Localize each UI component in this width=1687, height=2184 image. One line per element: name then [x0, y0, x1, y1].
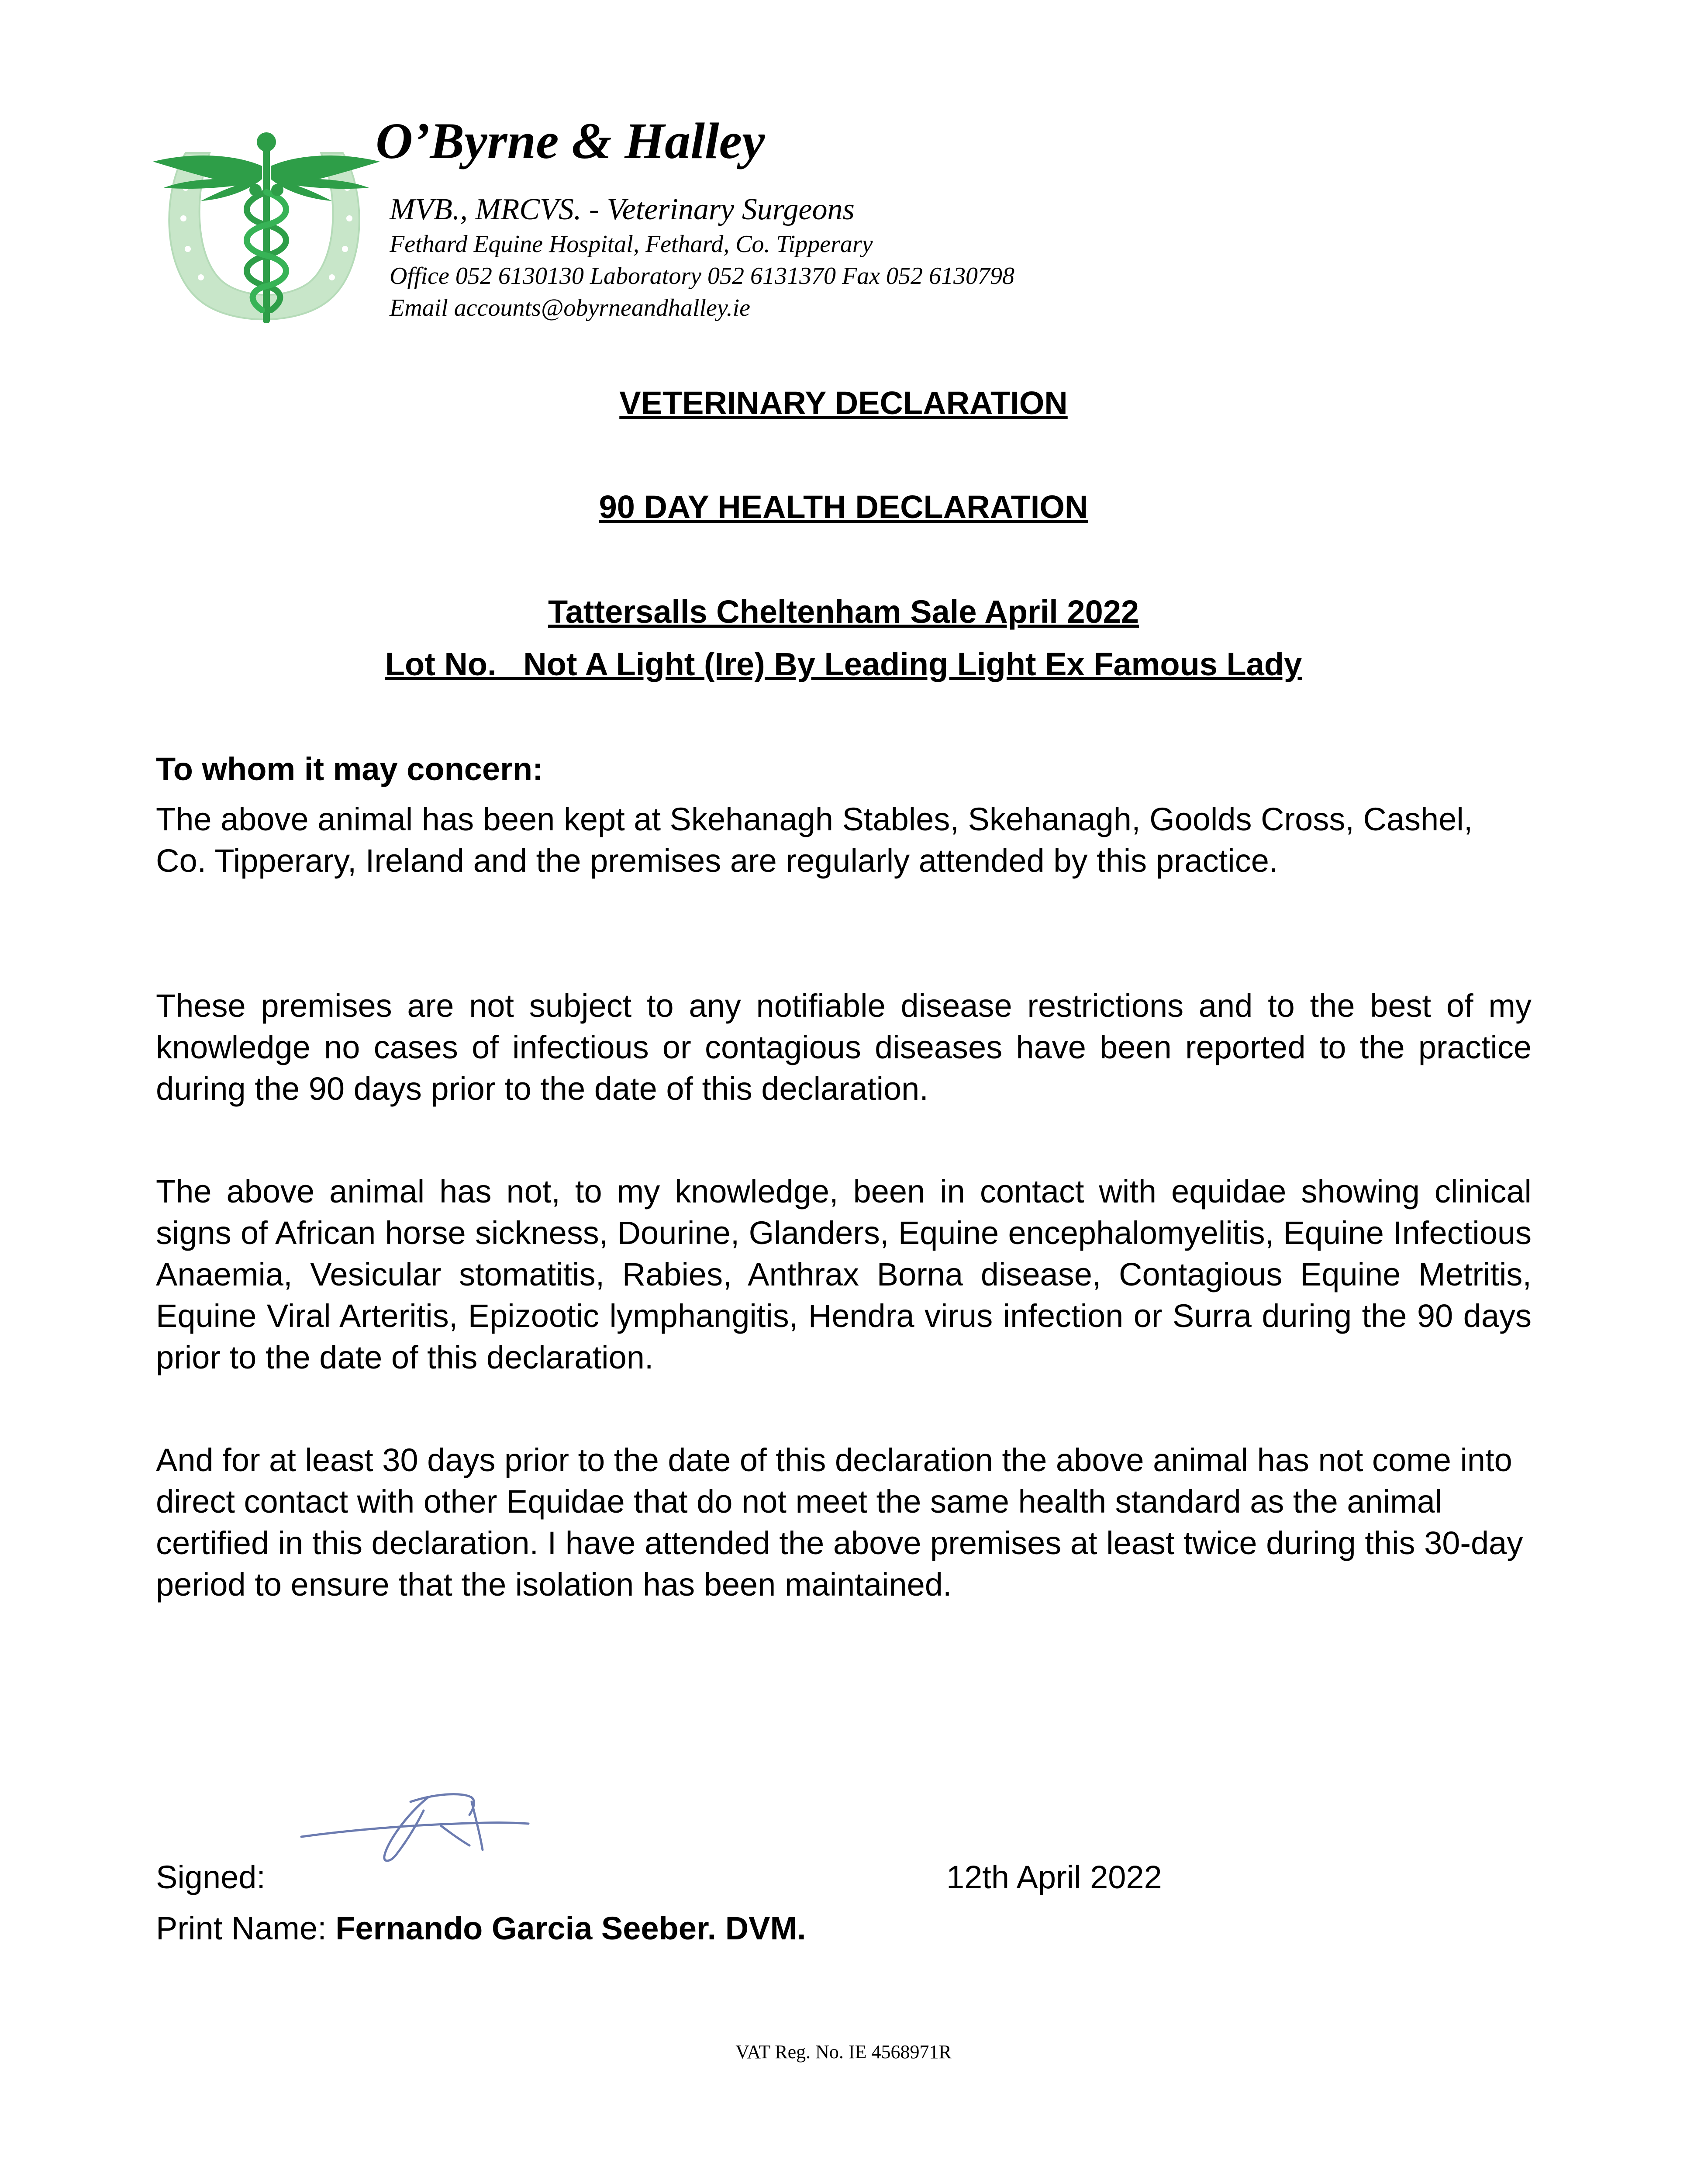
phone-numbers-line: Office 052 6130130 Laboratory 052 6131370 Fax 052 6130798 — [390, 263, 1015, 290]
signed-label: Signed: — [156, 1859, 266, 1895]
email-line: Email accounts@obyrneandhalley.ie — [390, 294, 750, 321]
caduceus-horseshoe-logo — [144, 127, 389, 336]
paragraph-diseases: The above animal has not, to my knowledge, been in contact with equidae showing clinical signs of African horse sickness, Dourine, Glanders, Equine encephalomyelitis, Equine Infectious Anaemia, Vesicular stomatitis, Rabies, Anthrax Borna disease, Contagious Equine Metritis, Equine Viral Arteritis, Epizootic lymphangitis, Hendra virus infection or Surra during the 90 days prior to the date of this declaration. — [156, 1173, 1532, 1375]
vat-number: VAT Reg. No. IE 4568971R — [735, 2041, 952, 2063]
salutation: To whom it may concern: — [156, 751, 543, 787]
paragraph-isolation: And for at least 30 days prior to the date of this declaration the above animal has not come into direct contact with other Equidae that do not meet the same health standard as the animal certified in this declaration. I have attended the above premises at least twice during this 30-day period to ensure that the isolation has been maintained. — [156, 1442, 1523, 1603]
address-line: Fethard Equine Hospital, Fethard, Co. Tipperary — [390, 231, 873, 258]
print-name-label: Print Name: — [156, 1910, 336, 1946]
document-subtitle: 90 DAY HEALTH DECLARATION — [599, 489, 1088, 525]
qualifications-line: MVB., MRCVS. - Veterinary Surgeons — [390, 193, 855, 226]
paragraph-premises: The above animal has been kept at Skehanagh Stables, Skehanagh, Goolds Cross, Cashel, Co. Tipperary, Ireland and the premises are regularly attended by this practice. — [156, 801, 1473, 879]
lot-heading: Lot No. Not A Light (Ire) By Leading Light Ex Famous Lady — [385, 646, 1302, 682]
print-name-line — [156, 1910, 806, 1947]
print-name-value: Fernando Garcia Seeber. DVM. — [335, 1910, 806, 1946]
handwritten-signature — [297, 1784, 533, 1880]
sale-heading: Tattersalls Cheltenham Sale April 2022 — [548, 594, 1139, 630]
signature-date: 12th April 2022 — [946, 1859, 1162, 1895]
document-title: VETERINARY DECLARATION — [619, 385, 1068, 421]
paragraph-restrictions: These premises are not subject to any notifiable disease restrictions and to the best of my knowledge no cases of infectious or contagious diseases have been reported to the practice during the 90 days prior to the date of this declaration. — [156, 988, 1532, 1107]
firm-name: O’Byrne & Halley — [376, 112, 765, 169]
